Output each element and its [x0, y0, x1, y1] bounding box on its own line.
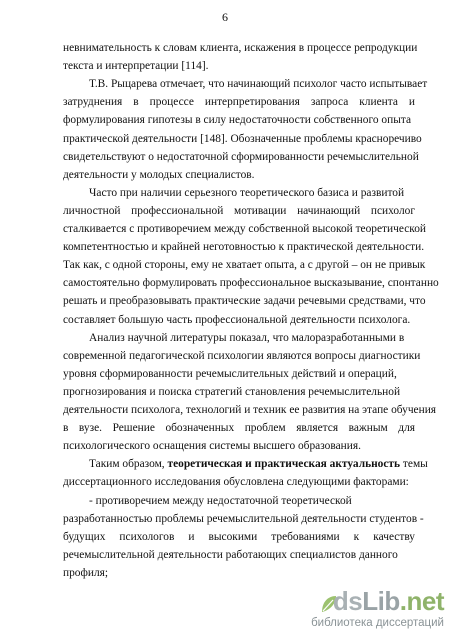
text-line: уровня сформированности речемыслительных действий и операций,	[63, 367, 397, 380]
text-line: сталкивается с противоречием между собственной высокой теоретической	[63, 223, 427, 235]
text-line: речемыслительной деятельности работающих специалистов данного	[63, 548, 398, 561]
text-line: Т.В. Рыцарева отмечает, что начинающий психолог часто испытывает	[89, 78, 428, 91]
text-line: современной педагогической психологии являются вопросы диагностики	[63, 349, 421, 362]
text-line: Анализ научной литературы показал, что малоразработанными в	[89, 331, 405, 344]
text-line: в вузе. Решение обозначенных проблем является важным для	[63, 422, 415, 435]
text-line: составляет большую часть профессиональной деятельности психолога.	[63, 313, 411, 326]
text-line: затруднения в процессе интерпретирования запроса клиента и	[63, 96, 415, 109]
watermark-brand-ds: ds	[332, 586, 363, 616]
text-line: свидетельствуют о недостаточной сформированности речемыслительной	[63, 150, 419, 163]
watermark-caption: библиотека диссертаций	[311, 617, 444, 629]
text-line: невнимательность к словам клиента, искажения в процессе репродукции	[63, 42, 418, 54]
text-line: компетентностью и крайней неготовностью к практической деятельности.	[63, 241, 425, 254]
text-line: прогнозирования и поиска стратегий становления речемыслительной	[63, 385, 401, 398]
text-line: деятельности психолога, технологий и техник ее развития на этапе обучения	[63, 404, 437, 416]
text-run: Таким образом,	[89, 458, 165, 471]
text-line: решать и преобразовывать практические задачи речевыми средствами, что	[63, 295, 426, 308]
text-line: практической деятельности [148]. Обозначенные проблемы красноречиво	[63, 132, 422, 145]
text-line: будущих психологов и высокими требованиями к качеству	[63, 530, 415, 543]
text-line: деятельности у молодых специалистов.	[63, 168, 255, 181]
text-line: самостоятельно формулировать профессиональное высказывание, спонтанно	[63, 277, 439, 290]
text-line: разработанностью проблемы речемыслительной деятельности студентов -	[63, 512, 424, 525]
text-line: профиля;	[63, 566, 109, 579]
watermark-brand-net: .net	[399, 586, 444, 616]
watermark-brand	[333, 586, 444, 617]
text-line: Так как, с одной стороны, ему не хватает опыта, а с другой – он не привык	[63, 259, 426, 272]
text-line: психологического оснащения системы высшего образования.	[63, 440, 361, 453]
text-line: текста и интерпретации [114].	[63, 60, 209, 73]
text-line: формулирования гипотезы в силу недостаточности собственного опыта	[63, 114, 412, 127]
text-line: диссертационного исследования обусловлена следующими факторами:	[63, 476, 409, 489]
bold-text-run: теоретическая и практическая актуальность	[167, 458, 401, 471]
watermark	[311, 584, 450, 636]
page-number: 6	[222, 10, 228, 24]
text-line	[89, 458, 428, 471]
text-line: - противоречием между недостаточной теоретической	[89, 494, 352, 507]
watermark-brand-lib: Lib	[362, 586, 400, 616]
text-line: Часто при наличии серьезного теоретического базиса и развитой	[89, 186, 405, 199]
text-line: личностной профессиональной мотивации начинающий психолог	[63, 204, 415, 217]
text-run: темы	[402, 458, 428, 471]
